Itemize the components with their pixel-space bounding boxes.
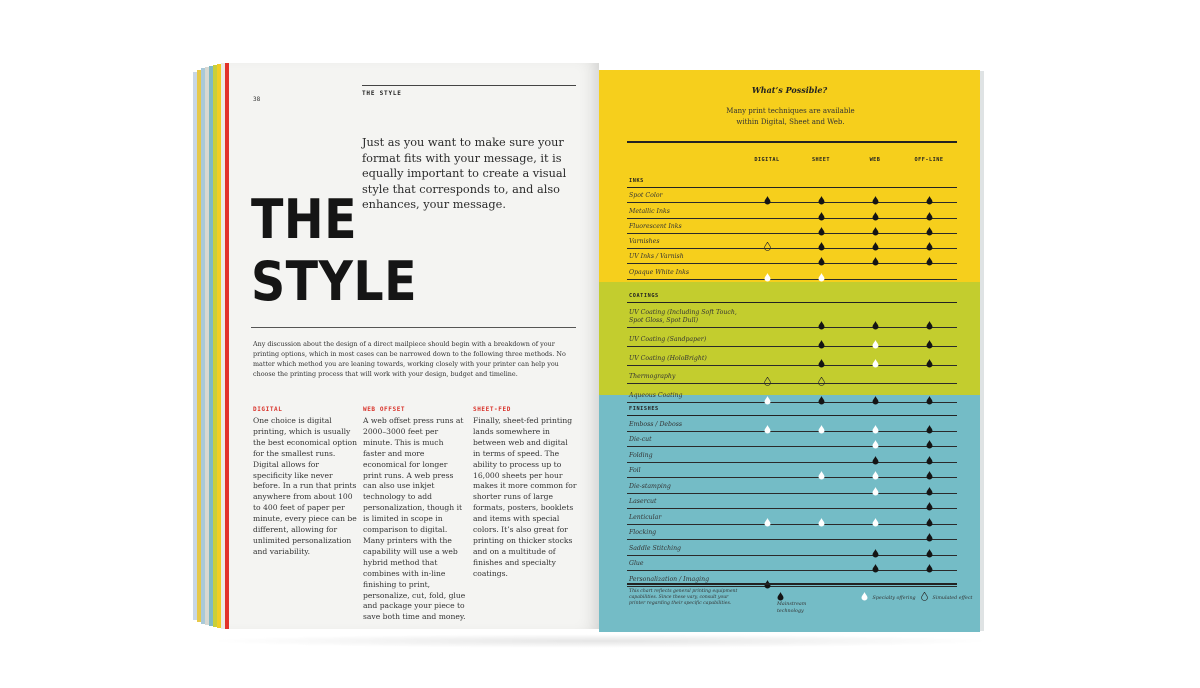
column-text: One choice is digital printing, which is usually the best economical option for the smallest runs. Digital allows for specificity like never before. In a run that prints anywhere from about 100 to 400 feet of paper per minute, every piece can be different, allowing for unlimited personalization and variability. (253, 416, 357, 556)
drop-filled-icon (872, 558, 879, 567)
table-row (627, 365, 957, 385)
row-label: Folding (629, 451, 653, 459)
row-label: UV Coating (Sandpaper) (629, 335, 707, 343)
legend-mainstream (777, 592, 825, 615)
drop-filled-icon (872, 450, 879, 459)
drop-filled-icon (926, 236, 933, 245)
table-row (627, 302, 957, 328)
drop-white-icon (872, 353, 879, 362)
drop-filled-icon (926, 315, 933, 324)
table-row (627, 248, 957, 264)
running-header: THE STYLE (362, 90, 402, 97)
drop-filled-icon (926, 450, 933, 459)
drop-white-icon (818, 267, 825, 276)
table-row (627, 346, 957, 366)
drop-filled-icon (872, 221, 879, 230)
table-row (627, 524, 957, 541)
drop-filled-icon (818, 221, 825, 230)
drop-filled-icon (926, 558, 933, 567)
row-label: Lasercut (629, 498, 657, 505)
column-text: Finally, sheet-fed printing lands somewhere in between web and digital in terms of speed. The ability to process up to 16,000 sheets per hour makes it more common for shorter runs of large formats, posters, booklets and items with special colors. It’s also great for printing on thicker stocks and on a multitude of finishes and specialty coatings. (473, 416, 577, 578)
legend-simulated (921, 592, 977, 602)
row-label: Lenticular (629, 513, 662, 521)
drop-white-icon (818, 465, 825, 474)
drop-filled-icon (777, 592, 784, 601)
drop-white-icon (872, 465, 879, 474)
table-row (627, 202, 957, 218)
legend-label: Specialty offering (872, 596, 916, 601)
col-head-off-line: OFF-LINE (914, 157, 944, 163)
drop-filled-icon (764, 574, 771, 583)
table-row (627, 508, 957, 525)
drop-filled-icon (926, 353, 933, 362)
drop-filled-icon (872, 206, 879, 215)
drop-filled-icon (818, 390, 825, 399)
drop-filled-icon (818, 206, 825, 215)
title-line-1: THE (251, 188, 357, 251)
page-number: 38 (253, 96, 261, 103)
drop-filled-icon (926, 512, 933, 521)
drop-filled-icon (926, 206, 933, 215)
drop-white-icon (764, 267, 771, 276)
drop-filled-icon (818, 334, 825, 343)
row-label: UV Coating (Including Soft Touch, Spot Gloss, Spot Dull) (629, 309, 737, 324)
drop-filled-icon (818, 190, 825, 199)
drop-filled-icon (926, 251, 933, 260)
drop-white-icon (764, 419, 771, 428)
drop-filled-icon (872, 390, 879, 399)
drop-filled-icon (872, 543, 879, 552)
row-label: Thermography (629, 373, 676, 381)
header-rule (362, 85, 576, 86)
right-page (599, 70, 980, 632)
drop-filled-icon (926, 543, 933, 552)
row-label: Flocking (629, 529, 657, 536)
row-label: Foil (629, 467, 641, 474)
drop-white-icon (872, 481, 879, 490)
col-head-digital: DIGITAL (754, 157, 780, 163)
title-line-2: STYLE (251, 250, 418, 313)
drop-white-icon (764, 512, 771, 521)
drop-white-icon (818, 419, 825, 428)
drop-white-icon (872, 512, 879, 521)
left-page (229, 63, 599, 629)
table-row (627, 264, 957, 280)
column-text: A web offset press runs at 2000–3000 feet per minute. This is much faster and more economical for longer print runs. A web press can also use inkjet technology to add personalization, though it is limited in scope in comparison to digital. Many printers with the capability will use a web hybrid method that combines with in-line finishing to print, personalize, cut, fold, glue and package your piece to save both time and money. (363, 416, 466, 622)
drop-filled-icon (926, 496, 933, 505)
drop-filled-icon (818, 236, 825, 245)
row-label: Aqueous Coating (629, 392, 683, 400)
drop-white-icon (872, 434, 879, 443)
table-row (627, 327, 957, 347)
table-row (627, 462, 957, 479)
table-row (627, 218, 957, 234)
drop-filled-icon (926, 390, 933, 399)
body-paragraph: Any discussion about the design of a direct mailpiece should begin with a breakdown of your printing options, which in most cases can be narrowed down to the following three methods. No matter which method you are leaning towards, working closely with your printer can help you choose the printing process that will work with your design, budget and timeline. (253, 340, 566, 379)
row-label: Metallic Inks (629, 207, 670, 215)
book-shadow (205, 634, 995, 648)
drop-filled-icon (926, 334, 933, 343)
row-label: Die-stamping (629, 482, 671, 490)
intro-paragraph: Just as you want to make sure your format fits with your message, it is equally important to create a visual style that corresponds to, and also enhances, your message. (362, 136, 567, 212)
drop-filled-icon (872, 315, 879, 324)
table-row (627, 187, 957, 203)
drop-white-icon (818, 512, 825, 521)
chart-subtitle: Many print techniques are available within Digital, Sheet and Web. (726, 107, 855, 126)
drop-filled-icon (764, 190, 771, 199)
col-head-sheet: SHEET (811, 157, 831, 163)
column-web-offset (363, 406, 467, 623)
capability-table (599, 70, 980, 632)
row-label: Fluorescent Inks (629, 222, 682, 230)
col-head-web: WEB (869, 157, 881, 163)
drop-outline-icon (818, 371, 825, 380)
table-row (627, 446, 957, 463)
drop-filled-icon (872, 190, 879, 199)
column-heading: DIGITAL (253, 406, 283, 413)
row-label: Varnishes (629, 238, 660, 246)
row-label: UV Inks / Varnish (629, 253, 684, 261)
drop-white-icon (872, 334, 879, 343)
drop-filled-icon (818, 353, 825, 362)
row-label: Saddle Stitching (629, 544, 682, 552)
row-label: Glue (629, 560, 644, 567)
column-heading: SHEET-FED (473, 406, 511, 413)
table-row (627, 431, 957, 448)
chart-title: What’s Possible? (751, 85, 828, 95)
drop-outline-icon (764, 236, 771, 245)
footnote: This chart reflects general printing equipment capabilities. Since these vary, consult your printer regarding their specific capabilities. (629, 589, 738, 607)
drop-filled-icon (872, 236, 879, 245)
table-row (627, 539, 957, 556)
drop-filled-icon (818, 251, 825, 260)
column-sheet-fed (473, 406, 577, 580)
drop-outline-icon (921, 592, 928, 601)
drop-filled-icon (926, 221, 933, 230)
row-label: UV Coating (HoloBright) (629, 354, 707, 362)
drop-white-icon (861, 592, 868, 601)
drop-filled-icon (926, 527, 933, 536)
drop-white-icon (872, 419, 879, 428)
group-label-coatings: COATINGS (629, 293, 659, 299)
table-row (627, 383, 957, 403)
legend-label: Mainstream technology (777, 602, 807, 614)
drop-filled-icon (926, 434, 933, 443)
drop-filled-icon (926, 465, 933, 474)
drop-filled-icon (926, 419, 933, 428)
row-label: Die-cut (629, 436, 652, 443)
divider (251, 327, 576, 328)
drop-white-icon (764, 390, 771, 399)
legend-label: Simulated effect (932, 596, 973, 601)
drop-filled-icon (926, 481, 933, 490)
bottom-rule (627, 583, 957, 585)
drop-filled-icon (926, 190, 933, 199)
group-label-inks: INKS (629, 178, 644, 184)
drop-filled-icon (872, 251, 879, 260)
row-label: Spot Color (629, 192, 663, 200)
table-row (627, 555, 957, 572)
legend-specialty (861, 592, 921, 602)
page-title (251, 189, 417, 313)
row-label: Emboss / Deboss (629, 420, 683, 428)
row-label: Personalization / Imaging (629, 575, 710, 583)
column-heading: WEB OFFSET (363, 406, 406, 413)
table-row (627, 415, 957, 432)
table-row (627, 493, 957, 510)
table-row (627, 477, 957, 494)
drop-outline-icon (764, 371, 771, 380)
table-row (627, 233, 957, 249)
row-label: Opaque White Inks (629, 268, 690, 276)
column-digital (253, 406, 357, 558)
drop-filled-icon (818, 315, 825, 324)
group-label-finishes: FINISHES (629, 406, 659, 412)
